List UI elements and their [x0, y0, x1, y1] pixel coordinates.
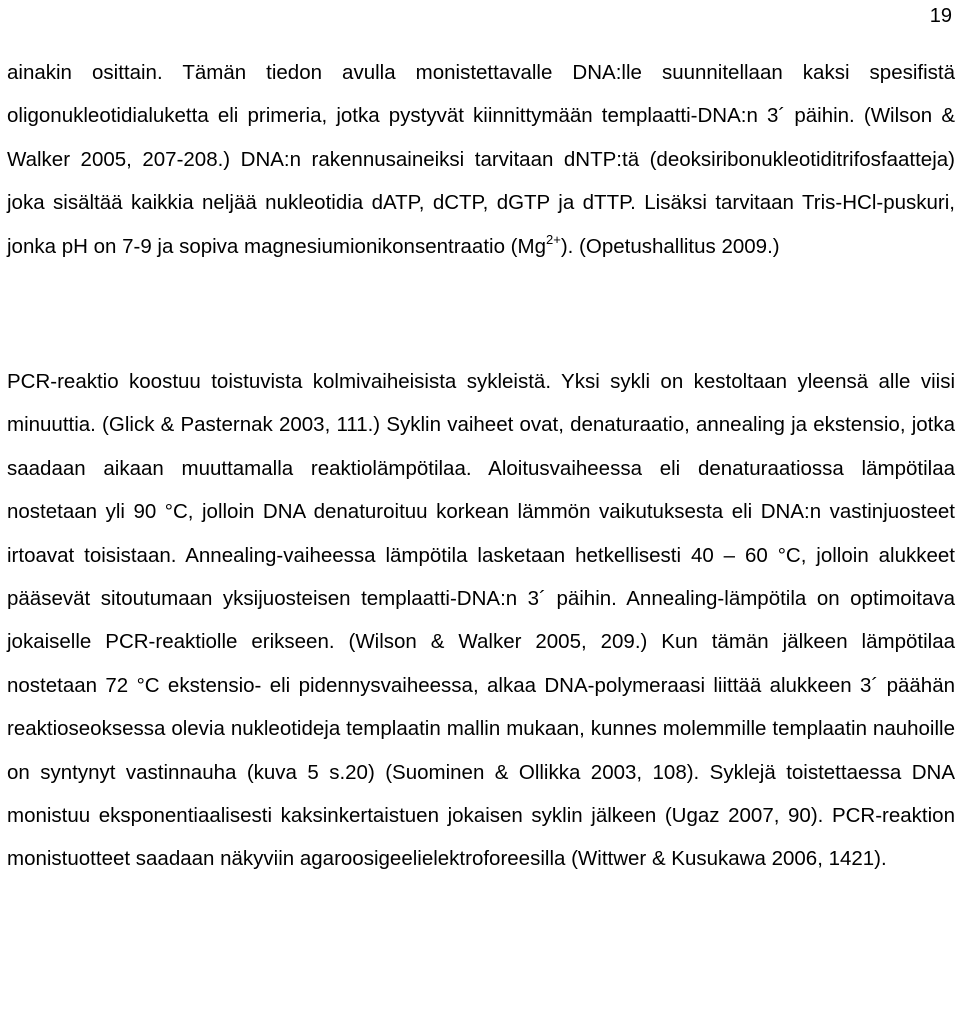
paragraph-1-citation: ). (Opetushallitus 2009.) — [560, 234, 780, 258]
page-number: 19 — [929, 5, 952, 27]
paragraph-1-text: ainakin osittain. Tämän tiedon avulla monistettavalle DNA:lle suunnitellaan kaksi spesifistä oligonukleotidialuketta eli primeria, jotka pystyvät kiinnittymään templaatti-DNA:n 3´ päihin. (Wilson & Walker 2005, 207-208.) DNA:n rakennusaineiksi tarvitaan dNTP:tä (deoksiribonukleotiditrifosfaatteja) joka sisältää kaikkia neljää nukleotidia dATP, dCTP, dGTP ja dTTP. Lisäksi tarvitaan Tris-HCl-puskuri, jonka pH on 7-9 ja sopiva magnesiumionikonsentraatio (Mg — [7, 61, 955, 258]
body-paragraph-2: PCR-reaktio koostuu toistuvista kolmivaiheisista sykleistä. Yksi sykli on kestoltaan yleensä alle viisi minuuttia. (Glick & Pasternak 2003, 111.) Syklin vaiheet ovat, denaturaatio, annealing ja ekstensio, jotka saadaan aikaan muuttamalla reaktiolämpötilaa. Aloitusvaiheessa eli denaturaatiossa lämpötilaa nostetaan yli 90 °C, jolloin DNA denaturoituu korkean lämmön vaikutuksesta eli DNA:n vastinjuosteet irtoavat toisistaan. Annealing-vaiheessa lämpötila lasketaan hetkellisesti 40 – 60 °C, jolloin alukkeet pääsevät sitoutumaan yksijuosteisen templaatti-DNA:n 3´ päihin. Annealing-lämpötila on optimoitava jokaiselle PCR-reaktiolle erikseen. (Wilson & Walker 2005, 209.) Kun tämän jälkeen lämpötilaa nostetaan 72 °C ekstensio- eli pidennysvaiheessa, alkaa DNA-polymeraasi liittää alukkeen 3´ päähän reaktioseoksessa olevia nukleotideja templaatin mallin mukaan, kunnes molemmille templaatin nauhoille on syntynyt vastinnauha (kuva 5 s.20) (Suominen & Ollikka 2003, 108). Syklejä toistettaessa DNA monistuu eksponentiaalisesti kaksinkertaistuen jokaisen syklin jälkeen (Ugaz 2007, 90). PCR-reaktion monistuotteet saadaan näkyviin agaroosigeelielektroforeesilla (Wittwer & Kusukawa 2006, 1421). — [7, 370, 955, 871]
superscript-charge: 2+ — [546, 231, 561, 247]
body-paragraph-1 — [7, 51, 955, 268]
